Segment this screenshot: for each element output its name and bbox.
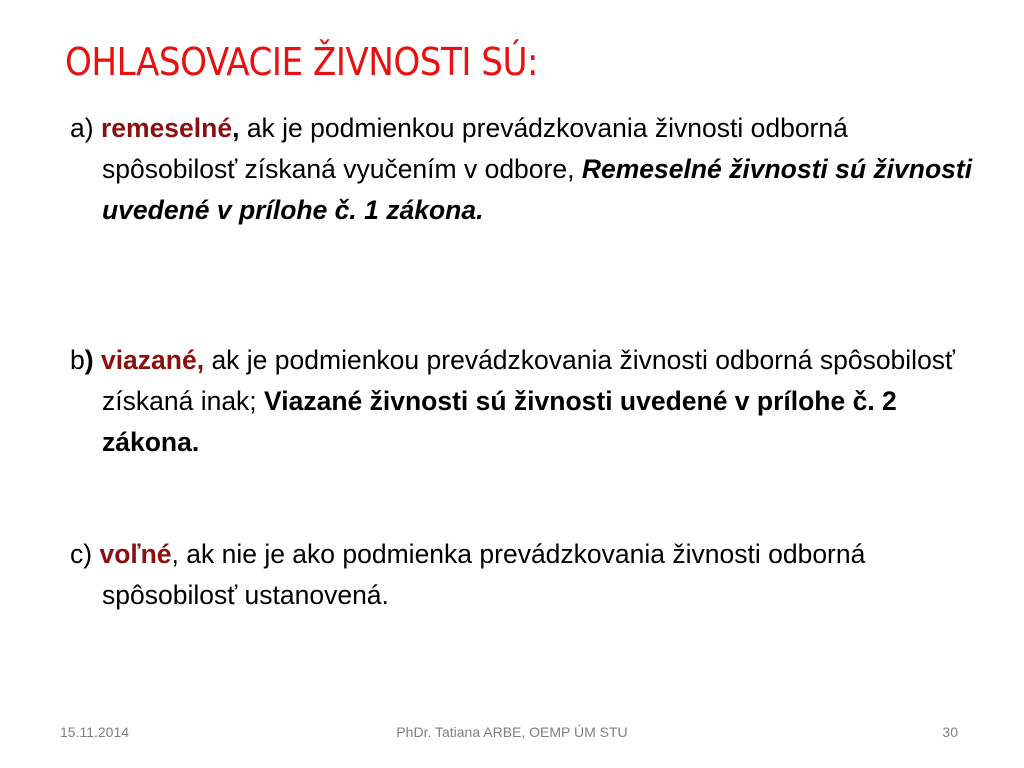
item-text: ak je podmienkou prevádzkovania živnosti odborná spôsobilosť získaná vyučením v odbore, (102, 113, 848, 184)
list-item-viazane (70, 340, 982, 463)
item-emphasis: Viazané živnosti sú živnosti uvedené v prílohe č. 2 zákona. (102, 386, 897, 457)
item-keyword-punct: , (232, 113, 240, 143)
item-marker: c) (70, 539, 93, 569)
slide-title: OHLASOVACIE ŽIVNOSTI SÚ: (65, 40, 539, 84)
item-keyword: remeselné (100, 113, 233, 143)
footer-page-number: 30 (942, 724, 958, 740)
list-item-remeselne (70, 108, 982, 231)
item-emphasis: Remeselné živnosti sú živnosti uvedené v prílohe č. 1 zákona. (102, 154, 973, 225)
item-marker-paren: ) (84, 345, 94, 375)
item-marker: a) (70, 113, 94, 143)
item-text: ak je podmienkou prevádzkovania živnosti odborná spôsobilosť získaná inak; (102, 345, 955, 416)
item-keyword: voľné (99, 539, 172, 569)
list-item-volne (70, 534, 982, 616)
footer-author: PhDr. Tatiana ARBE, OEMP ÚM STU (396, 724, 628, 740)
footer-date: 15.11.2014 (60, 724, 130, 740)
item-keyword: viazané, (100, 345, 205, 375)
item-text: , ak nie je ako podmienka prevádzkovania živnosti odborná spôsobilosť ustanovená. (102, 539, 866, 610)
item-marker: b (70, 345, 85, 375)
